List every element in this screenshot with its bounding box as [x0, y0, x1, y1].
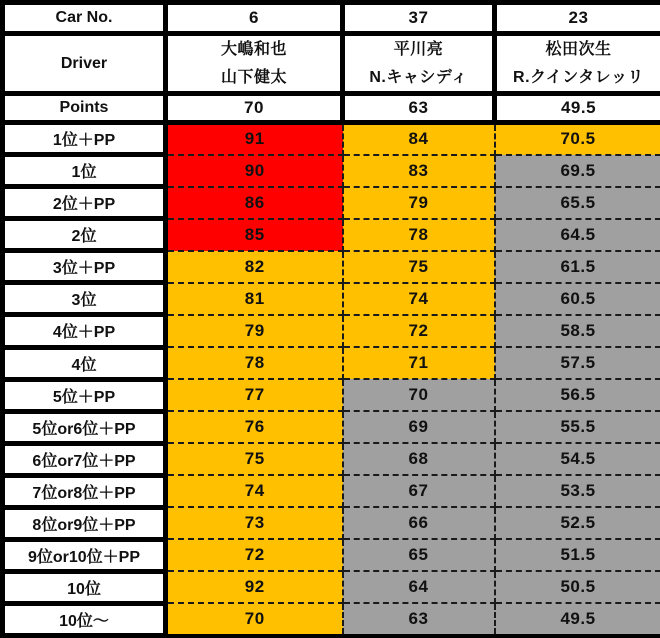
table-row — [3, 123, 660, 155]
row-label: 1位 — [3, 155, 166, 187]
scenario-cell-car37: 67 — [343, 475, 495, 507]
table-row — [3, 603, 660, 635]
scenario-cell-car37: 79 — [343, 187, 495, 219]
row-label: 5位or6位＋PP — [3, 411, 166, 443]
scenario-cell-car37: 68 — [343, 443, 495, 475]
scenario-cell-car37: 72 — [343, 315, 495, 347]
driver-name: 平川亮 — [393, 41, 444, 59]
row-label: 5位＋PP — [3, 379, 166, 411]
driver-names-car6 — [166, 34, 343, 94]
scenario-cell-car6: 74 — [166, 475, 343, 507]
scenario-cell-car6: 81 — [166, 283, 343, 315]
driver-names-car37 — [343, 34, 495, 94]
row-label: 10位 — [3, 571, 166, 603]
driver-name: 松田次生 — [545, 41, 612, 59]
points-value-car23: 49.5 — [495, 94, 660, 123]
scenario-cell-car23: 52.5 — [495, 507, 660, 539]
row-label: 6位or7位＋PP — [3, 443, 166, 475]
scenario-cell-car6: 76 — [166, 411, 343, 443]
points-value-car37: 63 — [343, 94, 495, 123]
driver-name: 大嶋和也 — [220, 41, 287, 59]
driver-row — [3, 34, 660, 94]
scenario-cell-car6: 79 — [166, 315, 343, 347]
table-row — [3, 379, 660, 411]
scenario-cell-car6: 92 — [166, 571, 343, 603]
car-number-37: 37 — [343, 3, 495, 34]
scenario-cell-car23: 70.5 — [495, 123, 660, 155]
table-row — [3, 251, 660, 283]
row-label: 2位＋PP — [3, 187, 166, 219]
scenario-cell-car37: 71 — [343, 347, 495, 379]
row-label: 1位＋PP — [3, 123, 166, 155]
table-row — [3, 539, 660, 571]
scenario-cell-car6: 85 — [166, 219, 343, 251]
table-row — [3, 571, 660, 603]
scenario-cell-car37: 83 — [343, 155, 495, 187]
scenario-cell-car6: 77 — [166, 379, 343, 411]
scenario-cell-car37: 78 — [343, 219, 495, 251]
scenario-cell-car37: 66 — [343, 507, 495, 539]
scenario-cell-car23: 56.5 — [495, 379, 660, 411]
scenario-cell-car37: 69 — [343, 411, 495, 443]
scenario-cell-car23: 54.5 — [495, 443, 660, 475]
row-label: 10位～ — [3, 603, 166, 635]
car-no-row — [3, 3, 660, 34]
row-label: 3位 — [3, 283, 166, 315]
scenario-cell-car23: 64.5 — [495, 219, 660, 251]
table-row — [3, 155, 660, 187]
scenario-cell-car6: 90 — [166, 155, 343, 187]
row-label: 9位or10位＋PP — [3, 539, 166, 571]
scenario-cell-car23: 65.5 — [495, 187, 660, 219]
row-label: 7位or8位＋PP — [3, 475, 166, 507]
row-label: 4位＋PP — [3, 315, 166, 347]
scenario-cell-car37: 75 — [343, 251, 495, 283]
scenario-cell-car23: 49.5 — [495, 603, 660, 635]
scenario-cell-car6: 70 — [166, 603, 343, 635]
car-number-6: 6 — [166, 3, 343, 34]
scenario-cell-car23: 69.5 — [495, 155, 660, 187]
points-row — [3, 94, 660, 123]
row-label: 8位or9位＋PP — [3, 507, 166, 539]
table-row — [3, 507, 660, 539]
scenario-cell-car37: 65 — [343, 539, 495, 571]
points-value-car6: 70 — [166, 94, 343, 123]
scenario-cell-car6: 82 — [166, 251, 343, 283]
scenario-cell-car23: 61.5 — [495, 251, 660, 283]
driver-names-car23 — [495, 34, 660, 94]
table-row — [3, 475, 660, 507]
scenario-cell-car23: 58.5 — [495, 315, 660, 347]
scenario-cell-car37: 64 — [343, 571, 495, 603]
scenario-cell-car23: 55.5 — [495, 411, 660, 443]
scenario-cell-car23: 57.5 — [495, 347, 660, 379]
table-row — [3, 187, 660, 219]
driver-header: Driver — [3, 34, 166, 94]
scenario-cell-car6: 78 — [166, 347, 343, 379]
scenario-cell-car23: 60.5 — [495, 283, 660, 315]
scenario-cell-car6: 86 — [166, 187, 343, 219]
scenario-cell-car37: 70 — [343, 379, 495, 411]
table-row — [3, 411, 660, 443]
car-number-23: 23 — [495, 3, 660, 34]
scenario-cell-car23: 53.5 — [495, 475, 660, 507]
scenario-cell-car6: 72 — [166, 539, 343, 571]
driver-name: N.キャシディ — [369, 68, 468, 86]
table-row — [3, 443, 660, 475]
table-row — [3, 219, 660, 251]
driver-name: R.クインタレッリ — [513, 68, 644, 86]
points-header: Points — [3, 94, 166, 123]
scenario-cell-car23: 51.5 — [495, 539, 660, 571]
scenario-cell-car6: 91 — [166, 123, 343, 155]
table-row — [3, 315, 660, 347]
scenario-cell-car23: 50.5 — [495, 571, 660, 603]
driver-name: 山下健太 — [220, 68, 287, 86]
scenario-cell-car37: 63 — [343, 603, 495, 635]
table-row — [3, 347, 660, 379]
row-label: 4位 — [3, 347, 166, 379]
scenario-cell-car6: 75 — [166, 443, 343, 475]
scenario-cell-car6: 73 — [166, 507, 343, 539]
table-row — [3, 283, 660, 315]
row-label: 3位＋PP — [3, 251, 166, 283]
scenario-cell-car37: 84 — [343, 123, 495, 155]
car-no-header: Car No. — [3, 3, 166, 34]
scenario-cell-car37: 74 — [343, 283, 495, 315]
row-label: 2位 — [3, 219, 166, 251]
